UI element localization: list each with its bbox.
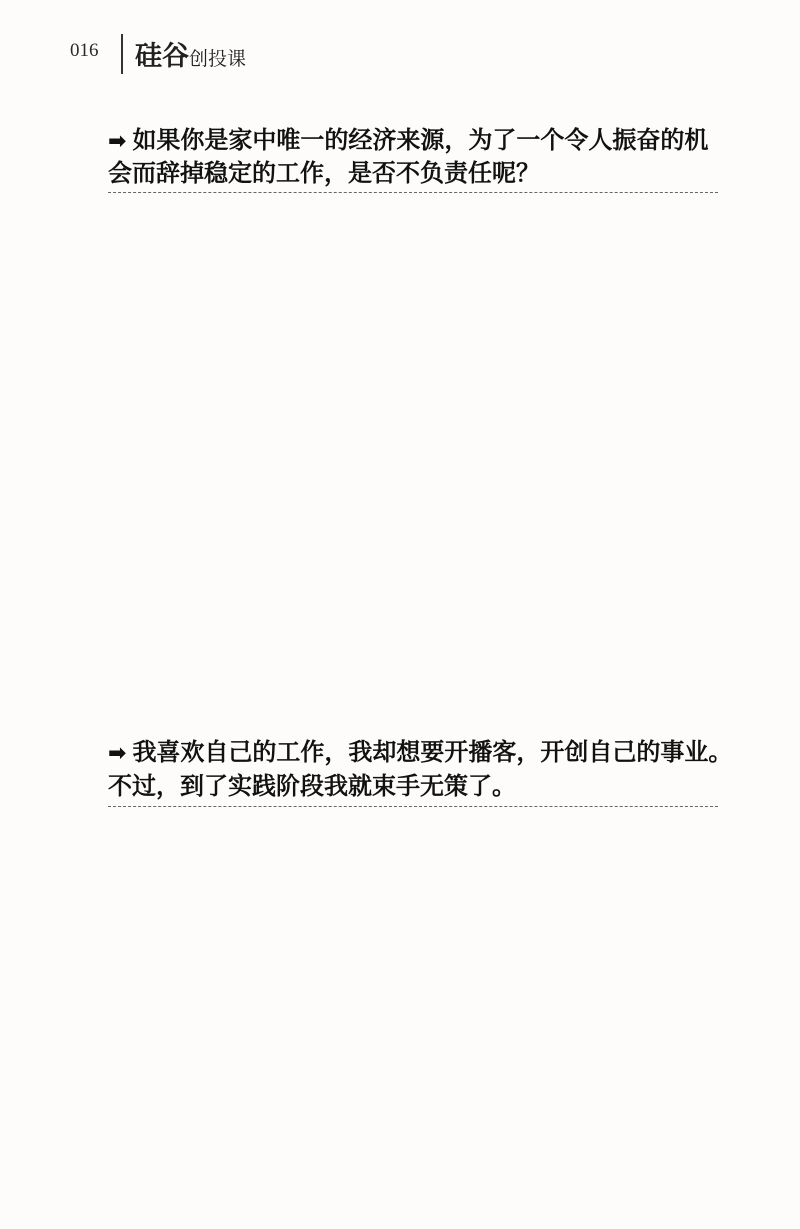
question-line: 会而辞掉稳定的工作，是否不负责任呢？	[108, 159, 540, 187]
running-header	[0, 0, 800, 90]
book-title	[135, 34, 246, 73]
book-title-sub: 创投课	[189, 48, 247, 70]
question-underline	[108, 192, 718, 193]
page-number: 016	[70, 40, 99, 61]
question-underline	[108, 806, 718, 807]
question-line: ➡ 我喜欢自己的工作，我却想要开播客，开创自己的事业。	[108, 738, 733, 766]
header-divider	[121, 34, 123, 74]
question-line: 不过，到了实践阶段我就束手无策了。	[108, 772, 516, 800]
question-line: ➡ 如果你是家中唯一的经济来源，为了一个令人振奋的机	[108, 126, 709, 154]
arrow-right-icon: ➡	[108, 129, 127, 154]
arrow-right-icon: ➡	[108, 741, 127, 766]
book-title-main: 硅谷	[135, 41, 189, 72]
